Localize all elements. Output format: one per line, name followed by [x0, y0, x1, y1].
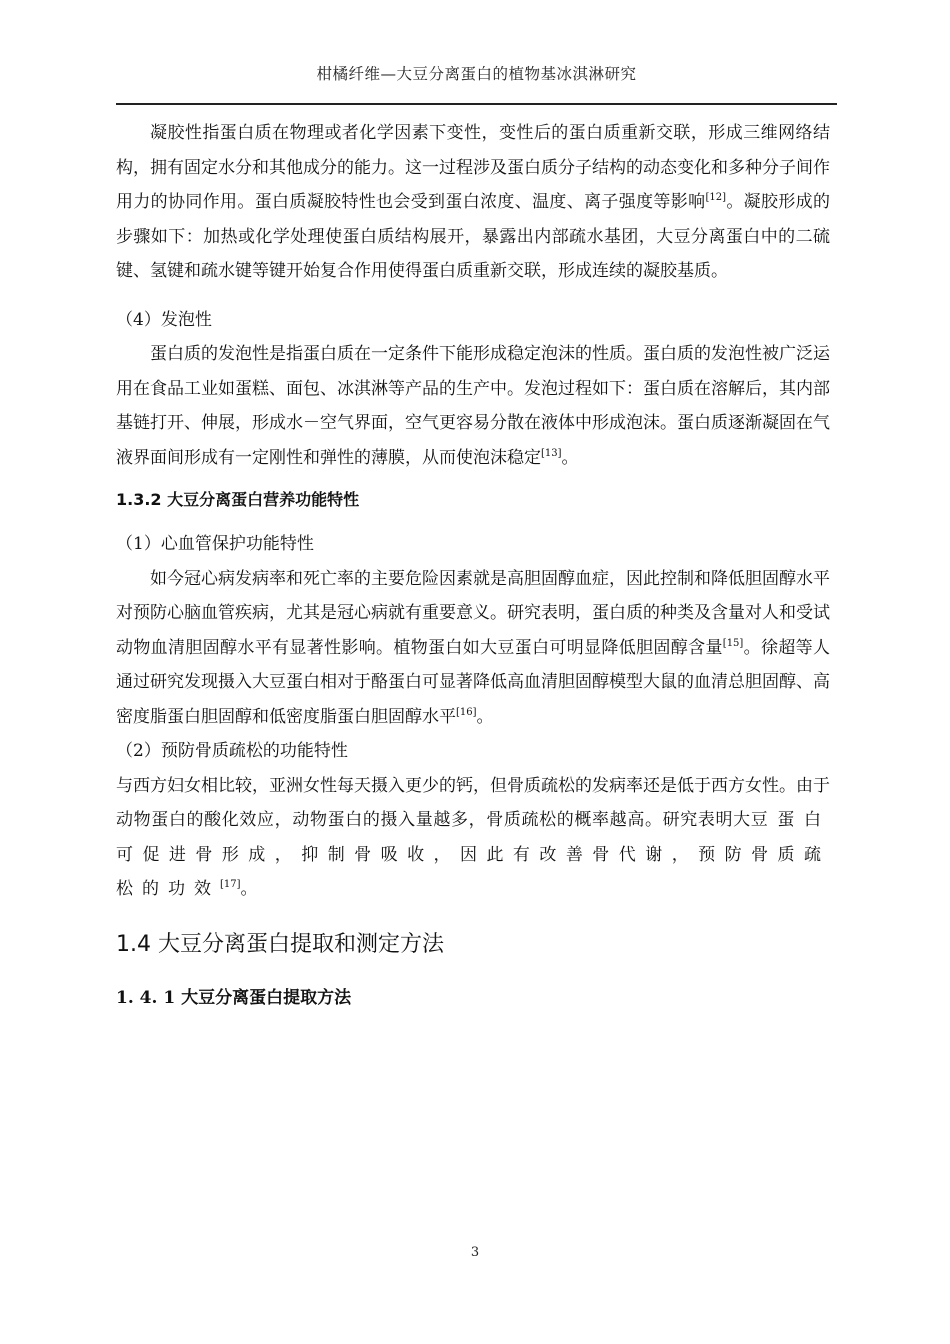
page-number: 3	[470, 1245, 480, 1260]
paragraph-bone-tail: 。	[240, 879, 258, 899]
paragraph-cardio-text-1: 如今冠心病发病率和死亡率的主要危险因素就是高胆固醇血症，因此控制和降低胆固醇水平对预防心脑血管疾病，尤其是冠心病就有重要意义。研究表明，蛋白质的种类及含量对人和受试动物血清胆固醇水平有显著性影响。植物蛋白如大豆蛋白可明显降低胆固醇含量	[116, 568, 830, 658]
list-item-cardio: （1）心血管保护功能特性	[116, 534, 314, 554]
paragraph-bone-spaced: 豆蛋白可促进骨形成，抑制骨吸收，因此有改善骨代谢，预防骨质疏松的功效	[116, 810, 831, 899]
citation-17: [17]	[220, 879, 241, 890]
paragraph-foam-tail: 。	[561, 447, 579, 468]
paragraph-bone	[116, 769, 830, 907]
citation-13: [13]	[541, 447, 562, 459]
section-heading-1-4-1: 1. 4. 1 大豆分离蛋白提取方法	[116, 987, 352, 1008]
running-header: 柑橘纤维—大豆分离蛋白的植物基冰淇淋研究	[316, 65, 637, 83]
paragraph-foam	[116, 337, 830, 475]
document-body	[116, 116, 830, 1015]
paragraph-cardio-text-2: 。徐超等人通过研究发现摄入大豆蛋白相对于酪蛋白可显著降低高血清胆固醇模型大鼠的血清总胆固醇、高密度脂蛋白胆固醇和低密度脂蛋白胆固醇水平	[116, 637, 831, 727]
header-rule	[116, 103, 837, 105]
list-item-foaming: （4）发泡性	[116, 309, 212, 330]
paragraph-gel-tail: 。凝胶形成的步骤如下：加热或化学处理使蛋白质结构展开，暴露出内部疏水基团，大豆分离蛋白中的二硫键、氢键和疏水键等键开始复合作用使得蛋白质重新交联，形成连续的凝胶基质。	[116, 192, 831, 281]
citation-16: [16]	[456, 706, 477, 718]
citation-15: [15]	[722, 637, 744, 649]
paragraph-gel-text: 凝胶性指蛋白质在物理或者化学因素下变性，变性后的蛋白质重新交联，形成三维网络结构，拥有固定水分和其他成分的能力。这一过程涉及蛋白质分子结构的动态变化和多种分子间作用力的协同作用。蛋白质凝胶特性也会受到蛋白浓度、温度、离子强度等影响	[116, 123, 830, 212]
section-heading-1-3-2: 1.3.2 大豆分离蛋白营养功能特性	[116, 490, 360, 509]
paragraph-cardio	[116, 562, 830, 735]
paragraph-cardio-tail: 。	[476, 706, 494, 727]
list-item-bone: （2）预防骨质疏松的功能特性	[116, 741, 348, 761]
citation-12: [12]	[705, 192, 726, 203]
paragraph-gel	[116, 116, 830, 289]
section-heading-1-4: 1.4 大豆分离蛋白提取和测定方法	[116, 931, 444, 957]
paragraph-foam-text: 蛋白质的发泡性是指蛋白质在一定条件下能形成稳定泡沫的性质。蛋白质的发泡性被广泛运用在食品工业如蛋糕、面包、冰淇淋等产品的生产中。发泡过程如下：蛋白质在溶解后，其内部基链打开、伸展，形成水－空气界面，空气更容易分散在液体中形成泡沫。蛋白质逐渐凝固在气液界面间形成有一定刚性和弹性的薄膜，从而使泡沫稳定	[116, 344, 830, 468]
paragraph-bone-text: 与西方妇女相比较，亚洲女性每天摄入更少的钙，但骨质疏松的发病率还是低于西方女性。由于动物蛋白的酸化效应，动物蛋白的摄入量越多，骨质疏松的概率越高。研究表明大	[116, 775, 830, 830]
